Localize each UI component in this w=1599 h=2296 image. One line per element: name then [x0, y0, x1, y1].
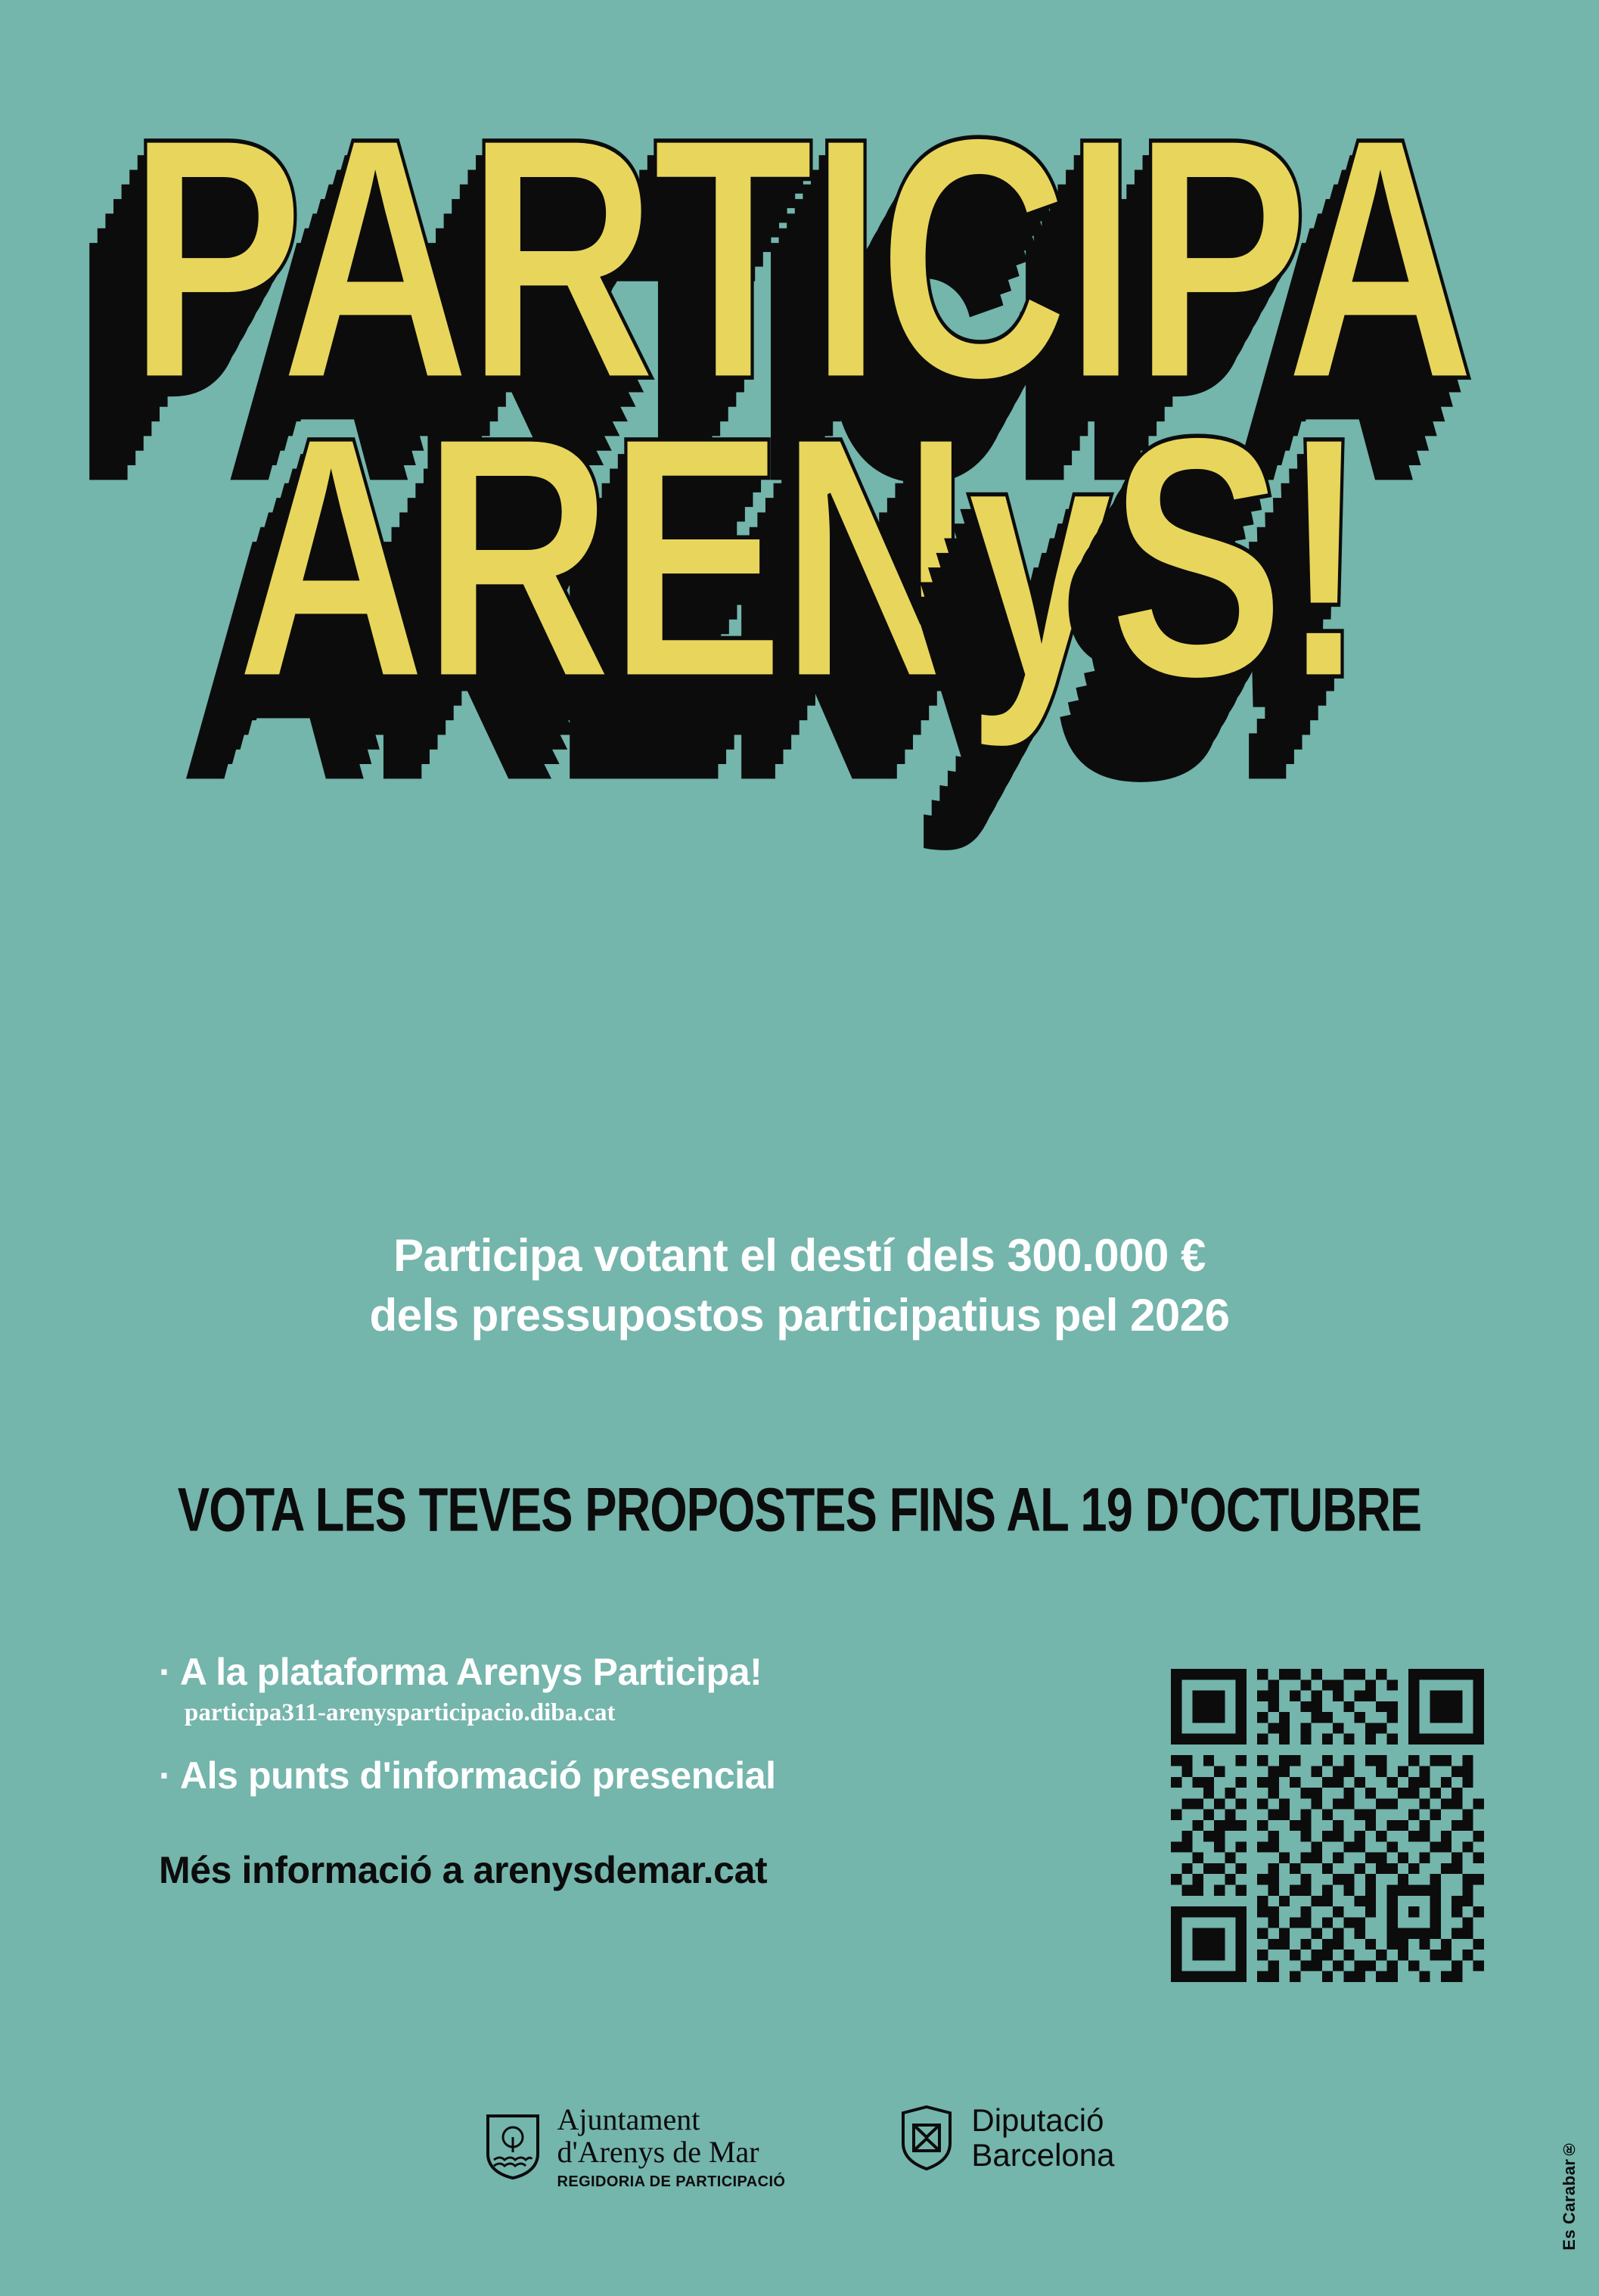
subtitle-line-1: Participa votant el destí dels 300.000 €: [393, 1230, 1206, 1281]
arenys-crest-icon: [485, 2114, 541, 2179]
diputacio-line-2: Barcelona: [971, 2137, 1115, 2173]
qr-code[interactable]: [1171, 1669, 1484, 1982]
ajuntament-line-2: d'Arenys de Mar: [557, 2135, 759, 2170]
headline-line-2-part2: y: [966, 364, 1109, 750]
headline-line-2: [0, 364, 1599, 750]
platform-url[interactable]: participa311-arenysparticipacio.diba.cat: [185, 1699, 616, 1726]
poster-subtitle: [0, 1226, 1599, 1345]
footer-logos: [0, 2103, 1599, 2191]
call-to-action-text: VOTA LES TEVES PROPOSTES FINS AL 19 D'OCTUBRE: [177, 1474, 1422, 1544]
diputacio-logo-text: [971, 2103, 1114, 2173]
headline-line-2-part1: AREN: [235, 364, 967, 750]
subtitle-line-2: dels pressupostos participatius pel 2026: [369, 1290, 1230, 1341]
headline-line-1: PARTICIPA: [128, 65, 1471, 451]
logo-diputacio-barcelona: [899, 2103, 1114, 2173]
ajuntament-logo-text: [557, 2103, 786, 2191]
ajuntament-line-1: Ajuntament: [557, 2102, 700, 2136]
logo-ajuntament-arenys-de-mar: [485, 2103, 786, 2191]
info-item-presential: · Als punts d'informació presencial: [159, 1754, 776, 1797]
info-block: [159, 1649, 1067, 1930]
diputacio-crest-icon: [899, 2105, 955, 2170]
poster-headline: [0, 65, 1599, 750]
headline-line-2-part3: S!: [1108, 364, 1364, 750]
designer-credit: Es Carabar®: [1560, 2139, 1579, 2251]
qr-code-icon: [1171, 1669, 1484, 1982]
more-info-text: Més informació a arenysdemar.cat: [159, 1849, 768, 1891]
info-item-platform: · A la plataforma Arenys Participa!: [159, 1651, 762, 1693]
ajuntament-line-3: REGIDORIA DE PARTICIPACIÓ: [557, 2173, 786, 2191]
diputacio-line-1: Diputació: [971, 2102, 1104, 2138]
